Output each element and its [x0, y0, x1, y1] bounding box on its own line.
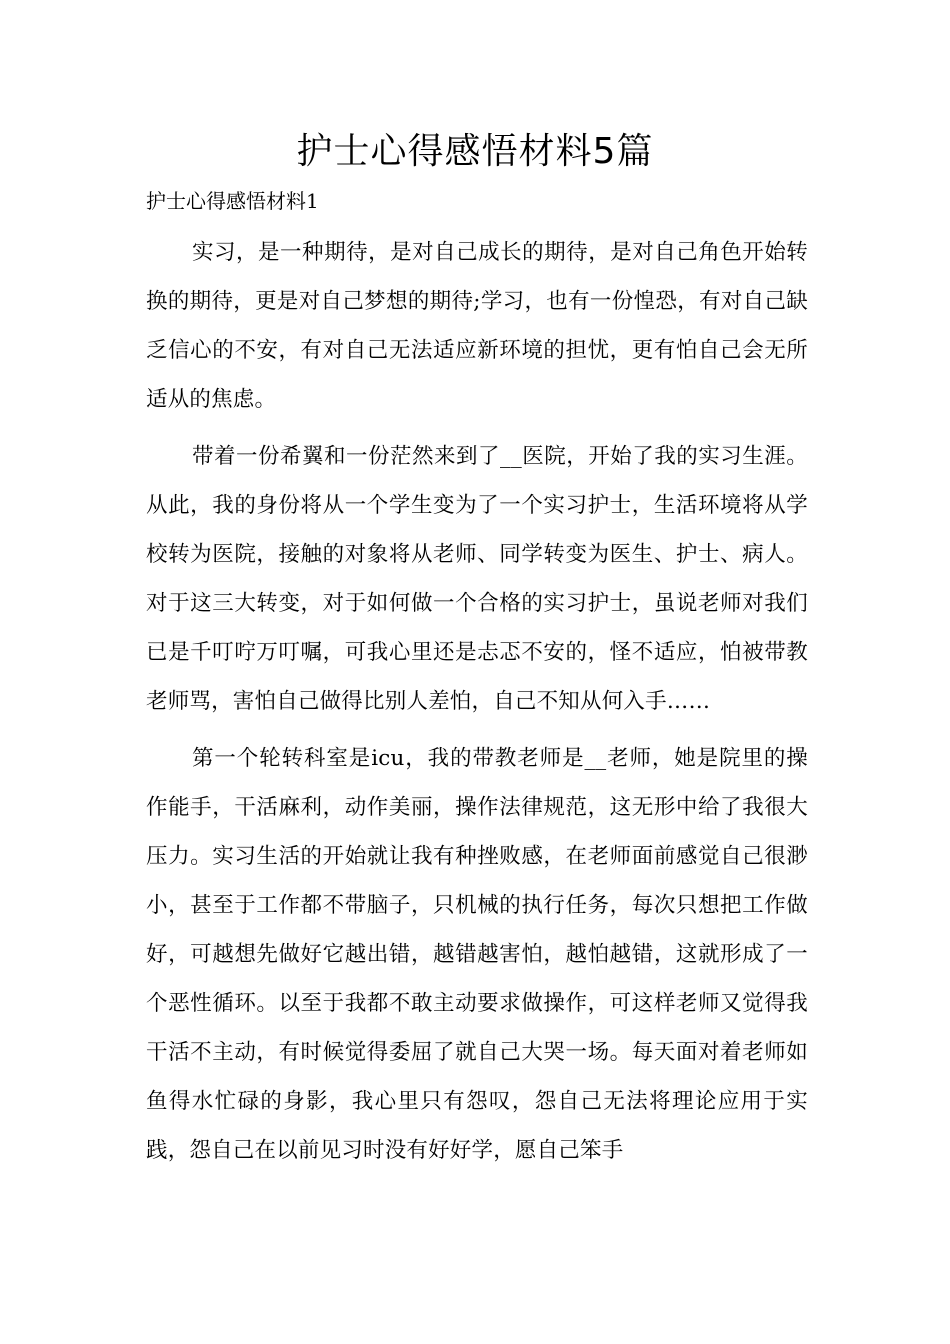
document-title: 护士心得感悟材料5篇: [296, 131, 654, 172]
section-heading: 护士心得感悟材料1: [146, 189, 319, 213]
paragraph: 带着一份希翼和一份茫然来到了__医院，开始了我的实习生涯。从此，我的身份将从一个学生变为了一个实习护士，生活环境将从学校转为医院，接触的对象将从老师、同学转变为医生、护士、病人。对于这三大转变，对于如何做一个合格的实习护士，虽说老师对我们已是千叮咛万叮嘱，可我心里还是忐忑不安的，怪不适应，怕被带教老师骂，害怕自己做得比别人差怕，自己不知从何入手……: [146, 444, 808, 714]
document-body: [146, 228, 808, 1175]
paragraph: 实习，是一种期待，是对自己成长的期待，是对自己角色开始转换的期待，更是对自己梦想的期待;学习，也有一份惶恐，有对自己缺乏信心的不安，有对自己无法适应新环境的担忧，更有怕自己会无所适从的焦虑。: [146, 240, 808, 412]
paragraph: 第一个轮转科室是icu，我的带教老师是__老师，她是院里的操作能手，干活麻利，动作美丽，操作法律规范，这无形中给了我很大压力。实习生活的开始就让我有种挫败感，在老师面前感觉自己很渺小，甚至于工作都不带脑子，只机械的执行任务，每次只想把工作做好，可越想先做好它越出错，越错越害怕，越怕越错，这就形成了一个恶性循环。以至于我都不敢主动要求做操作，可这样老师又觉得我干活不主动，有时候觉得委屈了就自己大哭一场。每天面对着老师如鱼得水忙碌的身影，我心里只有怨叹，怨自己无法将理论应用于实践，怨自己在以前见习时没有好好学，愿自己笨手: [146, 746, 808, 1163]
